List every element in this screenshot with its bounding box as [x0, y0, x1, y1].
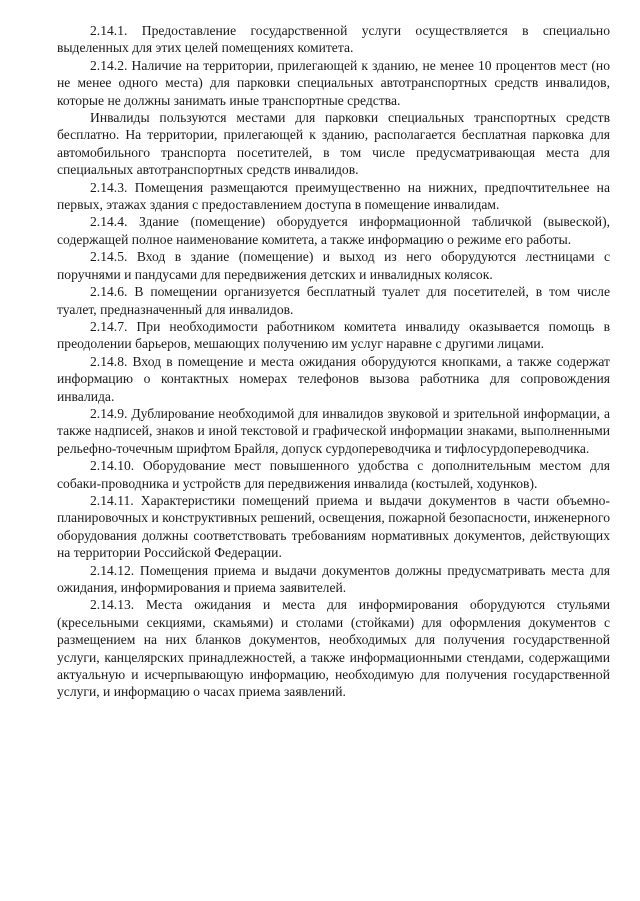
paragraph-2-14-4: 2.14.4. Здание (помещение) оборудуется информационной табличкой (вывеской), содержащей полное наименование комитета, а также информацию о режиме его работы.	[57, 214, 610, 247]
document-page	[57, 22, 610, 701]
paragraph-2-14-9: 2.14.9. Дублирование необходимой для инвалидов звуковой и зрительной информации, а также надписей, знаков и иной текстовой и графической информации знаками, выполненными рельефно-точечным шрифтом Брайля, допуск сурдопереводчика и тифлосурдопереводчика.	[57, 405, 610, 456]
paragraph-2-14-10: 2.14.10. Оборудование мест повышенного удобства с дополнительным местом для собаки-проводника и устройств для передвижения инвалида (костылей, ходунков).	[57, 458, 610, 491]
paragraph-2-14-11: 2.14.11. Характеристики помещений приема и выдачи документов в части объемно-планировочных и конструктивных решений, освещения, пожарной безопасности, инженерного оборудования должны соответствовать требованиям нормативных документов, действующих на территории Российской Федерации.	[57, 492, 610, 561]
paragraph-2-14-13: 2.14.13. Места ожидания и места для информирования оборудуются стульями (кресельными секциями, скамьями) и столами (стойками) для оформления документов с размещением на них бланков документов, необходимых для получения государственной услуги, канцелярских принадлежностей, а также информационными стендами, содержащими актуальную и исчерпывающую информацию, необходимую для получения государственной услуги, и информацию о часах приема заявлений.	[57, 597, 610, 700]
paragraph-2-14-12: 2.14.12. Помещения приема и выдачи документов должны предусматривать места для ожидания, информирования и приема заявителей.	[57, 562, 610, 595]
paragraph-2-14-3: 2.14.3. Помещения размещаются преимущественно на нижних, предпочтительнее на первых, этажах здания с предоставлением доступа в помещение инвалидам.	[57, 179, 610, 213]
paragraph-2-14-5: 2.14.5. Вход в здание (помещение) и выход из него оборудуются лестницами с поручнями и пандусами для передвижения детских и инвалидных колясок.	[57, 249, 610, 282]
paragraph-2-14-1: 2.14.1. Предоставление государственной услуги осуществляется в специально выделенных для этих целей помещениях комитета.	[57, 23, 610, 56]
paragraph-2-14-7: 2.14.7. При необходимости работником комитета инвалиду оказывается помощь в преодолении барьеров, мешающих получению им услуг наравне с другими лицами.	[57, 318, 610, 352]
paragraph-2-14-6: 2.14.6. В помещении организуется бесплатный туалет для посетителей, в том числе туалет, предназначенный для инвалидов.	[57, 284, 610, 317]
paragraph-disabled-parking: Инвалиды пользуются местами для парковки специальных транспортных средств бесплатно. На территории, прилегающей к зданию, располагается бесплатная парковка для автомобильного транспорта посетителей, в том числе предусматривающая места для специальных автотранспортных средств инвалидов.	[57, 110, 610, 178]
paragraph-2-14-2: 2.14.2. Наличие на территории, прилегающей к зданию, не менее 10 процентов мест (но не менее одного места) для парковки специальных автотранспортных средств инвалидов, которые не должны занимать иные транспортные средства.	[57, 57, 610, 108]
paragraph-2-14-8: 2.14.8. Вход в помещение и места ожидания оборудуются кнопками, а также содержат информацию о контактных номерах телефонов вызова работника для сопровождения инвалида.	[57, 353, 610, 404]
